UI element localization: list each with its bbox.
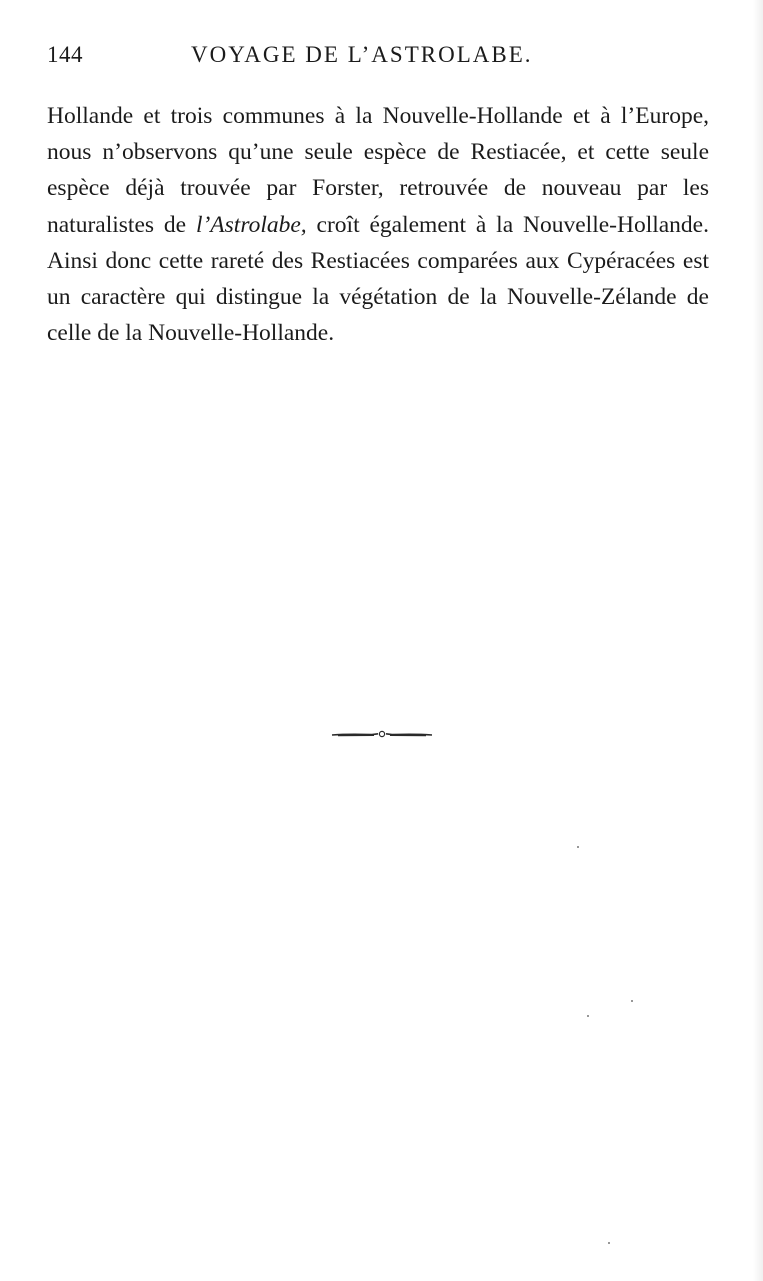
body-paragraph [47,98,709,351]
tailpiece-ornament-icon [330,727,434,741]
paper-speck [587,1015,589,1017]
running-title: VOYAGE DE L’ASTROLABE. [191,42,533,67]
paper-speck [577,846,579,848]
paper-speck [608,1242,610,1244]
text-segment: croît également à la Nouvelle-Hollande. Ainsi donc cette rareté des Restiacées comparées aux Cypéracées est un caractère qui distingue la végétation de la Nouvelle-Zélande de celle de la Nouvelle-Hollande. [47,211,709,347]
page-number: 144 [47,42,83,67]
paper-speck [631,1000,633,1002]
paragraph-text [47,98,709,351]
text-segment: Hollande et trois communes à la Nouvelle-Hollande et à l’Europe, nous n’observons qu’une seule espèce de Restiacée, et cette seule espèce déjà trouvée par Forster, retrouvée de nouveau par les naturalistes de [47,103,709,238]
italic-ship-name: l’Astrolabe, [195,211,307,238]
running-head [47,42,719,76]
page-edge-shadow [753,0,763,1281]
